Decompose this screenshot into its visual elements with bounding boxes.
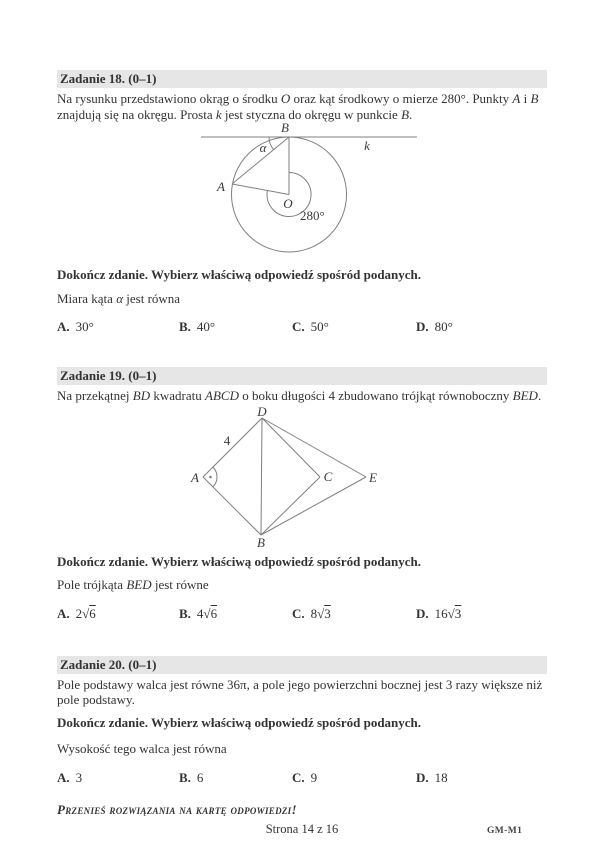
label-side-length: 4: [223, 432, 231, 448]
label-k: k: [364, 138, 370, 153]
side-AD: [203, 418, 262, 477]
task-19-prompt: Pole trójkąta BED jest równe: [57, 577, 209, 592]
task-18-body-line1: Na rysunku przedstawiono okrąg o środku O oraz kąt środkowy o mierze 280°. Punkty A i B: [57, 91, 539, 106]
answer-option-19-C: C. 8√3: [292, 605, 331, 621]
page-content: [57, 70, 547, 837]
task-19-body: [57, 388, 547, 404]
task-18-header: Zadanie 18. (0–1): [57, 70, 547, 88]
task-20-header: Zadanie 20. (0–1): [57, 656, 547, 674]
label-C: C: [323, 468, 333, 484]
task-18-options: [57, 319, 547, 335]
right-angle-dot: [209, 475, 212, 478]
label-E: E: [369, 469, 377, 485]
task-20-body-line2: pole podstawy.: [57, 692, 135, 707]
label-D: D: [257, 406, 267, 419]
label-O: O: [283, 196, 293, 211]
task-19-figure-square-triangle: [185, 407, 390, 549]
right-angle-arc-A: [213, 467, 217, 487]
answer-option-19-A: A. 2√6: [57, 605, 96, 621]
answer-option-19-D: D. 16√3: [416, 605, 462, 621]
label-A: A: [217, 179, 225, 194]
answer-option-18-D: D. 80°: [416, 319, 453, 334]
document-code: GM-M1: [487, 826, 523, 836]
task-20-options: [57, 770, 547, 786]
side-CB: [261, 477, 320, 535]
task-20-instruction: Dokończ zdanie. Wybierz właściwą odpowiedź spośród podanych.: [57, 714, 422, 730]
task-19-instruction: Dokończ zdanie. Wybierz właściwą odpowiedź spośród podanych.: [57, 553, 422, 569]
task-18-body: [57, 91, 547, 122]
task-19: [57, 367, 547, 622]
transfer-answers-warning: Przenieś rozwiązania na kartę odpowiedzi!: [57, 801, 297, 817]
task-20-prompt: Wysokość tego walca jest równa: [57, 741, 227, 756]
answer-option-20-C: C. 9: [292, 769, 318, 785]
triangle-side-DE: [262, 418, 366, 477]
answer-option-18-C: C. 50°: [292, 319, 329, 334]
answer-option-18-B: B. 40°: [179, 319, 216, 334]
radius-OA: [232, 184, 289, 195]
task-18-instruction: Dokończ zdanie. Wybierz właściwą odpowiedź spośród podanych.: [57, 267, 422, 282]
task-20-body: [57, 677, 547, 708]
label-B: B: [281, 122, 289, 135]
answer-option-18-A: A. 30°: [57, 319, 94, 334]
label-central-angle: 280°: [300, 208, 325, 223]
task-19-options: [57, 606, 547, 622]
task-18: [57, 70, 547, 335]
side-BA: [203, 477, 261, 535]
task-20: [57, 656, 547, 786]
triangle-side-BE: [261, 477, 366, 535]
answer-option-20-A: A. 3: [57, 769, 83, 785]
page-footer: [57, 822, 547, 837]
task-18-body-line2: znajdują się na okręgu. Prosta k jest styczna do okręgu w punkcie B.: [57, 106, 413, 122]
task-18-prompt: Miara kąta α jest równa: [57, 290, 181, 306]
page-number: Strona 14 z 16: [265, 822, 339, 836]
side-DC: [262, 418, 320, 477]
task-18-figure-circle-tangent: [190, 122, 430, 262]
task-20-body-line1: Pole podstawy walca jest równe 36π, a pole jego powierzchni bocznej jest 3 razy większe niż: [57, 676, 543, 692]
label-alpha: α: [259, 140, 267, 155]
task-19-header: Zadanie 19. (0–1): [57, 367, 547, 385]
answer-option-19-B: B. 4√6: [179, 605, 218, 621]
answer-option-20-D: D. 18: [416, 769, 448, 785]
task-19-body-line1: Na przekątnej BD kwadratu ABCD o boku długości 4 zbudowano trójkąt równoboczny BED.: [57, 388, 542, 403]
label-A: A: [191, 469, 199, 485]
diagonal-DB: [261, 418, 262, 535]
answer-option-20-B: B. 6: [179, 769, 204, 785]
label-B: B: [257, 534, 265, 549]
